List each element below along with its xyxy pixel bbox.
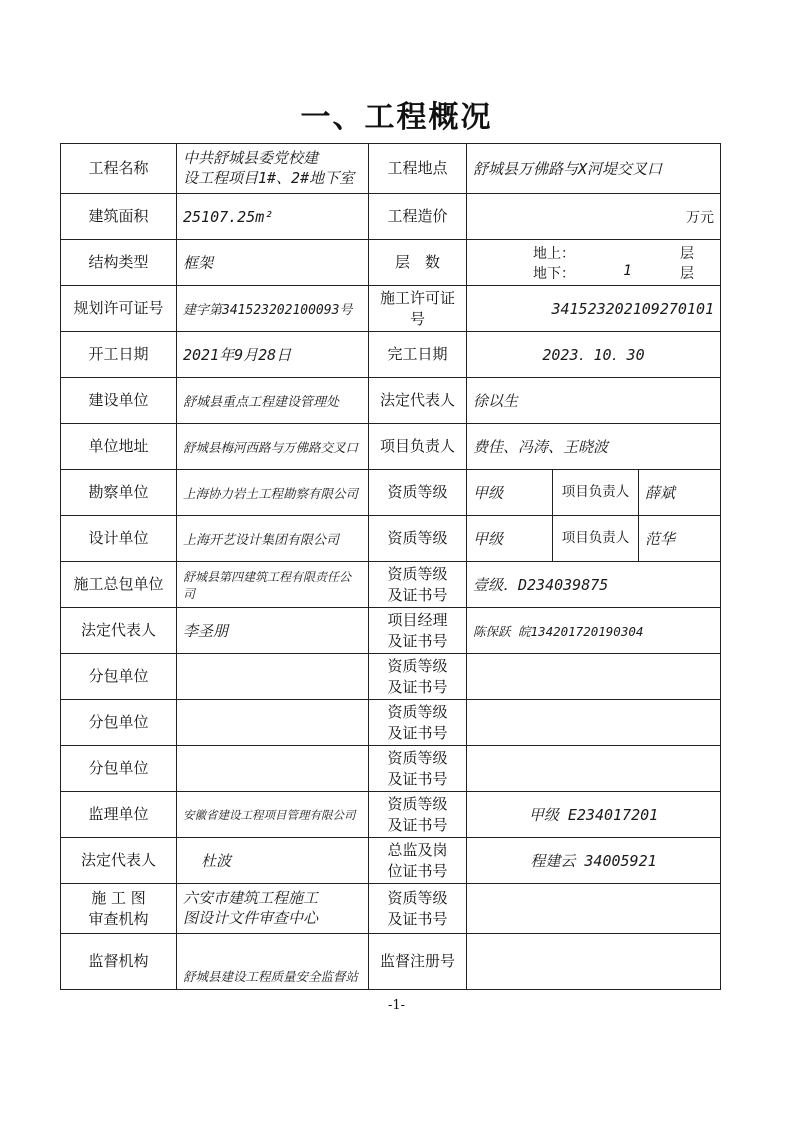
- start-date-label: 开工日期: [61, 332, 177, 378]
- sub3-grade-label-1: 资质等级: [387, 749, 448, 768]
- structure-label: 结构类型: [61, 240, 177, 286]
- sub1-value: [177, 654, 369, 700]
- table-row: [61, 700, 721, 746]
- survey-grade-value: 甲级: [467, 470, 553, 516]
- general-contractor-grade-value: 壹级．D234039875: [467, 562, 721, 608]
- supervisor-value: 安徽省建设工程项目管理有限公司: [177, 792, 369, 838]
- inspection-reg-value: [467, 934, 721, 990]
- sub2-grade-label-2: 及证书号: [387, 723, 448, 742]
- page-number: -1-: [387, 998, 406, 1013]
- floors-above-label: 地上：: [533, 245, 575, 262]
- supervisor-label: 监理单位: [61, 792, 177, 838]
- review-label: [61, 884, 177, 934]
- general-contractor-label: 施工总包单位: [61, 562, 177, 608]
- survey-label: 勘察单位: [61, 470, 177, 516]
- builder-pm-label: 项目负责人: [369, 424, 467, 470]
- table-row: [61, 286, 721, 332]
- supervisor-grade-label-1: 资质等级: [387, 795, 448, 814]
- supervisor-legal-rep-value: 杜波: [177, 838, 369, 884]
- supervisor-grade-value: 甲级 E234017201: [467, 792, 721, 838]
- table-row: [61, 378, 721, 424]
- sub2-value: [177, 700, 369, 746]
- survey-value: 上海协力岩土工程勘察有限公司: [177, 470, 369, 516]
- review-grade-label-2: 及证书号: [387, 909, 448, 928]
- planning-permit-value: 建字第341523202100093号: [177, 286, 369, 332]
- construction-permit-label: 施工许可证号: [369, 286, 467, 332]
- project-location-label: 工程地点: [369, 144, 467, 194]
- survey-pm-label: 项目负责人: [553, 470, 639, 516]
- table-row: [61, 332, 721, 378]
- floors-below: [473, 263, 714, 283]
- builder-label: 建设单位: [61, 378, 177, 424]
- sub2-grade-value: [467, 700, 721, 746]
- table-row: [61, 608, 721, 654]
- table-row: [61, 424, 721, 470]
- general-contractor-value: 舒城县第四建筑工程有限责任公司: [177, 562, 369, 608]
- inspection-label: 监督机构: [61, 934, 177, 990]
- planning-permit-label: 规划许可证号: [61, 286, 177, 332]
- table-row: [61, 792, 721, 838]
- floors-below-label: 地下：: [533, 265, 575, 282]
- gc-pm-value: 陈保跃 皖134201720190304: [467, 608, 721, 654]
- table-row: [61, 194, 721, 240]
- cost-value: [467, 194, 721, 240]
- chief-label-2: 位证书号: [387, 861, 448, 880]
- builder-address-label: 单位地址: [61, 424, 177, 470]
- sub2-grade-label-1: 资质等级: [387, 703, 448, 722]
- table-row: [61, 746, 721, 792]
- table-row: [61, 144, 721, 194]
- inspection-value: 舒城县建设工程质量安全监督站: [177, 934, 369, 990]
- table-row: [61, 470, 721, 516]
- review-grade-label: [369, 884, 467, 934]
- end-date-label: 完工日期: [369, 332, 467, 378]
- chief-supervisor-label: [369, 838, 467, 884]
- table-row: [61, 516, 721, 562]
- gc-legal-rep-label: 法定代表人: [61, 608, 177, 654]
- sub3-label: 分包单位: [61, 746, 177, 792]
- builder-value: 舒城县重点工程建设管理处: [177, 378, 369, 424]
- cost-unit: 万元: [686, 209, 715, 226]
- table-row: [61, 884, 721, 934]
- table-row: [61, 934, 721, 990]
- table-row: [61, 240, 721, 286]
- review-line2: 图设计文件审查中心: [183, 908, 319, 927]
- review-grade-label-1: 资质等级: [387, 889, 448, 908]
- gc-legal-rep-value: 李圣朋: [177, 608, 369, 654]
- design-value: 上海开艺设计集团有限公司: [177, 516, 369, 562]
- gc-pm-label-2: 及证书号: [387, 631, 448, 650]
- sub1-grade-label-1: 资质等级: [387, 657, 448, 676]
- construction-permit-value: 341523202109270101: [467, 286, 721, 332]
- sub1-grade-value: [467, 654, 721, 700]
- design-grade-value: 甲级: [467, 516, 553, 562]
- floors-above-unit: 层: [680, 245, 694, 262]
- supervisor-grade-label-2: 及证书号: [387, 815, 448, 834]
- survey-pm-value: 薛斌: [639, 470, 721, 516]
- floors-above: [473, 243, 714, 263]
- general-contractor-grade-label: [369, 562, 467, 608]
- builder-legal-rep-label: 法定代表人: [369, 378, 467, 424]
- design-label: 设计单位: [61, 516, 177, 562]
- review-label-1: 施 工 图: [91, 889, 146, 908]
- sub2-label: 分包单位: [61, 700, 177, 746]
- floors-value: [467, 240, 721, 286]
- floors-below-unit: 层: [680, 265, 694, 282]
- sub2-grade-label: [369, 700, 467, 746]
- project-name-line2: 设工程项目1#、2#地下室: [183, 168, 355, 187]
- start-date-value: 2021年9月28日: [177, 332, 369, 378]
- table-row: [61, 838, 721, 884]
- supervisor-legal-rep-label: 法定代表人: [61, 838, 177, 884]
- inspection-reg-label: 监督注册号: [369, 934, 467, 990]
- project-name-value: [177, 144, 369, 194]
- survey-grade-label: 资质等级: [369, 470, 467, 516]
- gc-grade-label-1: 资质等级: [387, 565, 448, 584]
- chief-supervisor-value: 程建云 34005921: [467, 838, 721, 884]
- builder-pm-value: 费佳、冯涛、王晓波: [467, 424, 721, 470]
- builder-legal-rep-value: 徐以生: [467, 378, 721, 424]
- floors-below-value: 1: [623, 262, 632, 279]
- page-title: 一、工程概况: [300, 100, 493, 135]
- review-value: [177, 884, 369, 934]
- sub1-grade-label: [369, 654, 467, 700]
- sub3-grade-label-2: 及证书号: [387, 769, 448, 788]
- gc-grade-label-2: 及证书号: [387, 585, 448, 604]
- table-row: [61, 654, 721, 700]
- floors-label: 层 数: [369, 240, 467, 286]
- gc-pm-label: [369, 608, 467, 654]
- design-pm-label: 项目负责人: [553, 516, 639, 562]
- sub3-value: [177, 746, 369, 792]
- sub3-grade-value: [467, 746, 721, 792]
- project-location-value: 舒城县万佛路与X河堤交叉口: [467, 144, 721, 194]
- design-pm-value: 范华: [639, 516, 721, 562]
- area-label: 建筑面积: [61, 194, 177, 240]
- project-name-line1: 中共舒城县委党校建: [183, 149, 319, 167]
- area-value: 25107.25m²: [177, 194, 369, 240]
- sub1-label: 分包单位: [61, 654, 177, 700]
- chief-label-1: 总监及岗: [387, 841, 448, 860]
- review-label-2: 审查机构: [88, 909, 149, 928]
- builder-address-value: 舒城县梅河西路与万佛路交叉口: [177, 424, 369, 470]
- cost-label: 工程造价: [369, 194, 467, 240]
- project-name-label: 工程名称: [61, 144, 177, 194]
- review-line1: 六安市建筑工程施工: [183, 889, 319, 907]
- project-overview-table: [60, 143, 721, 990]
- structure-value: 框架: [177, 240, 369, 286]
- sub3-grade-label: [369, 746, 467, 792]
- supervisor-grade-label: [369, 792, 467, 838]
- design-grade-label: 资质等级: [369, 516, 467, 562]
- review-grade-value: [467, 884, 721, 934]
- gc-pm-label-1: 项目经理: [387, 611, 448, 630]
- table-row: [61, 562, 721, 608]
- end-date-value: 2023．10．30: [467, 332, 721, 378]
- sub1-grade-label-2: 及证书号: [387, 677, 448, 696]
